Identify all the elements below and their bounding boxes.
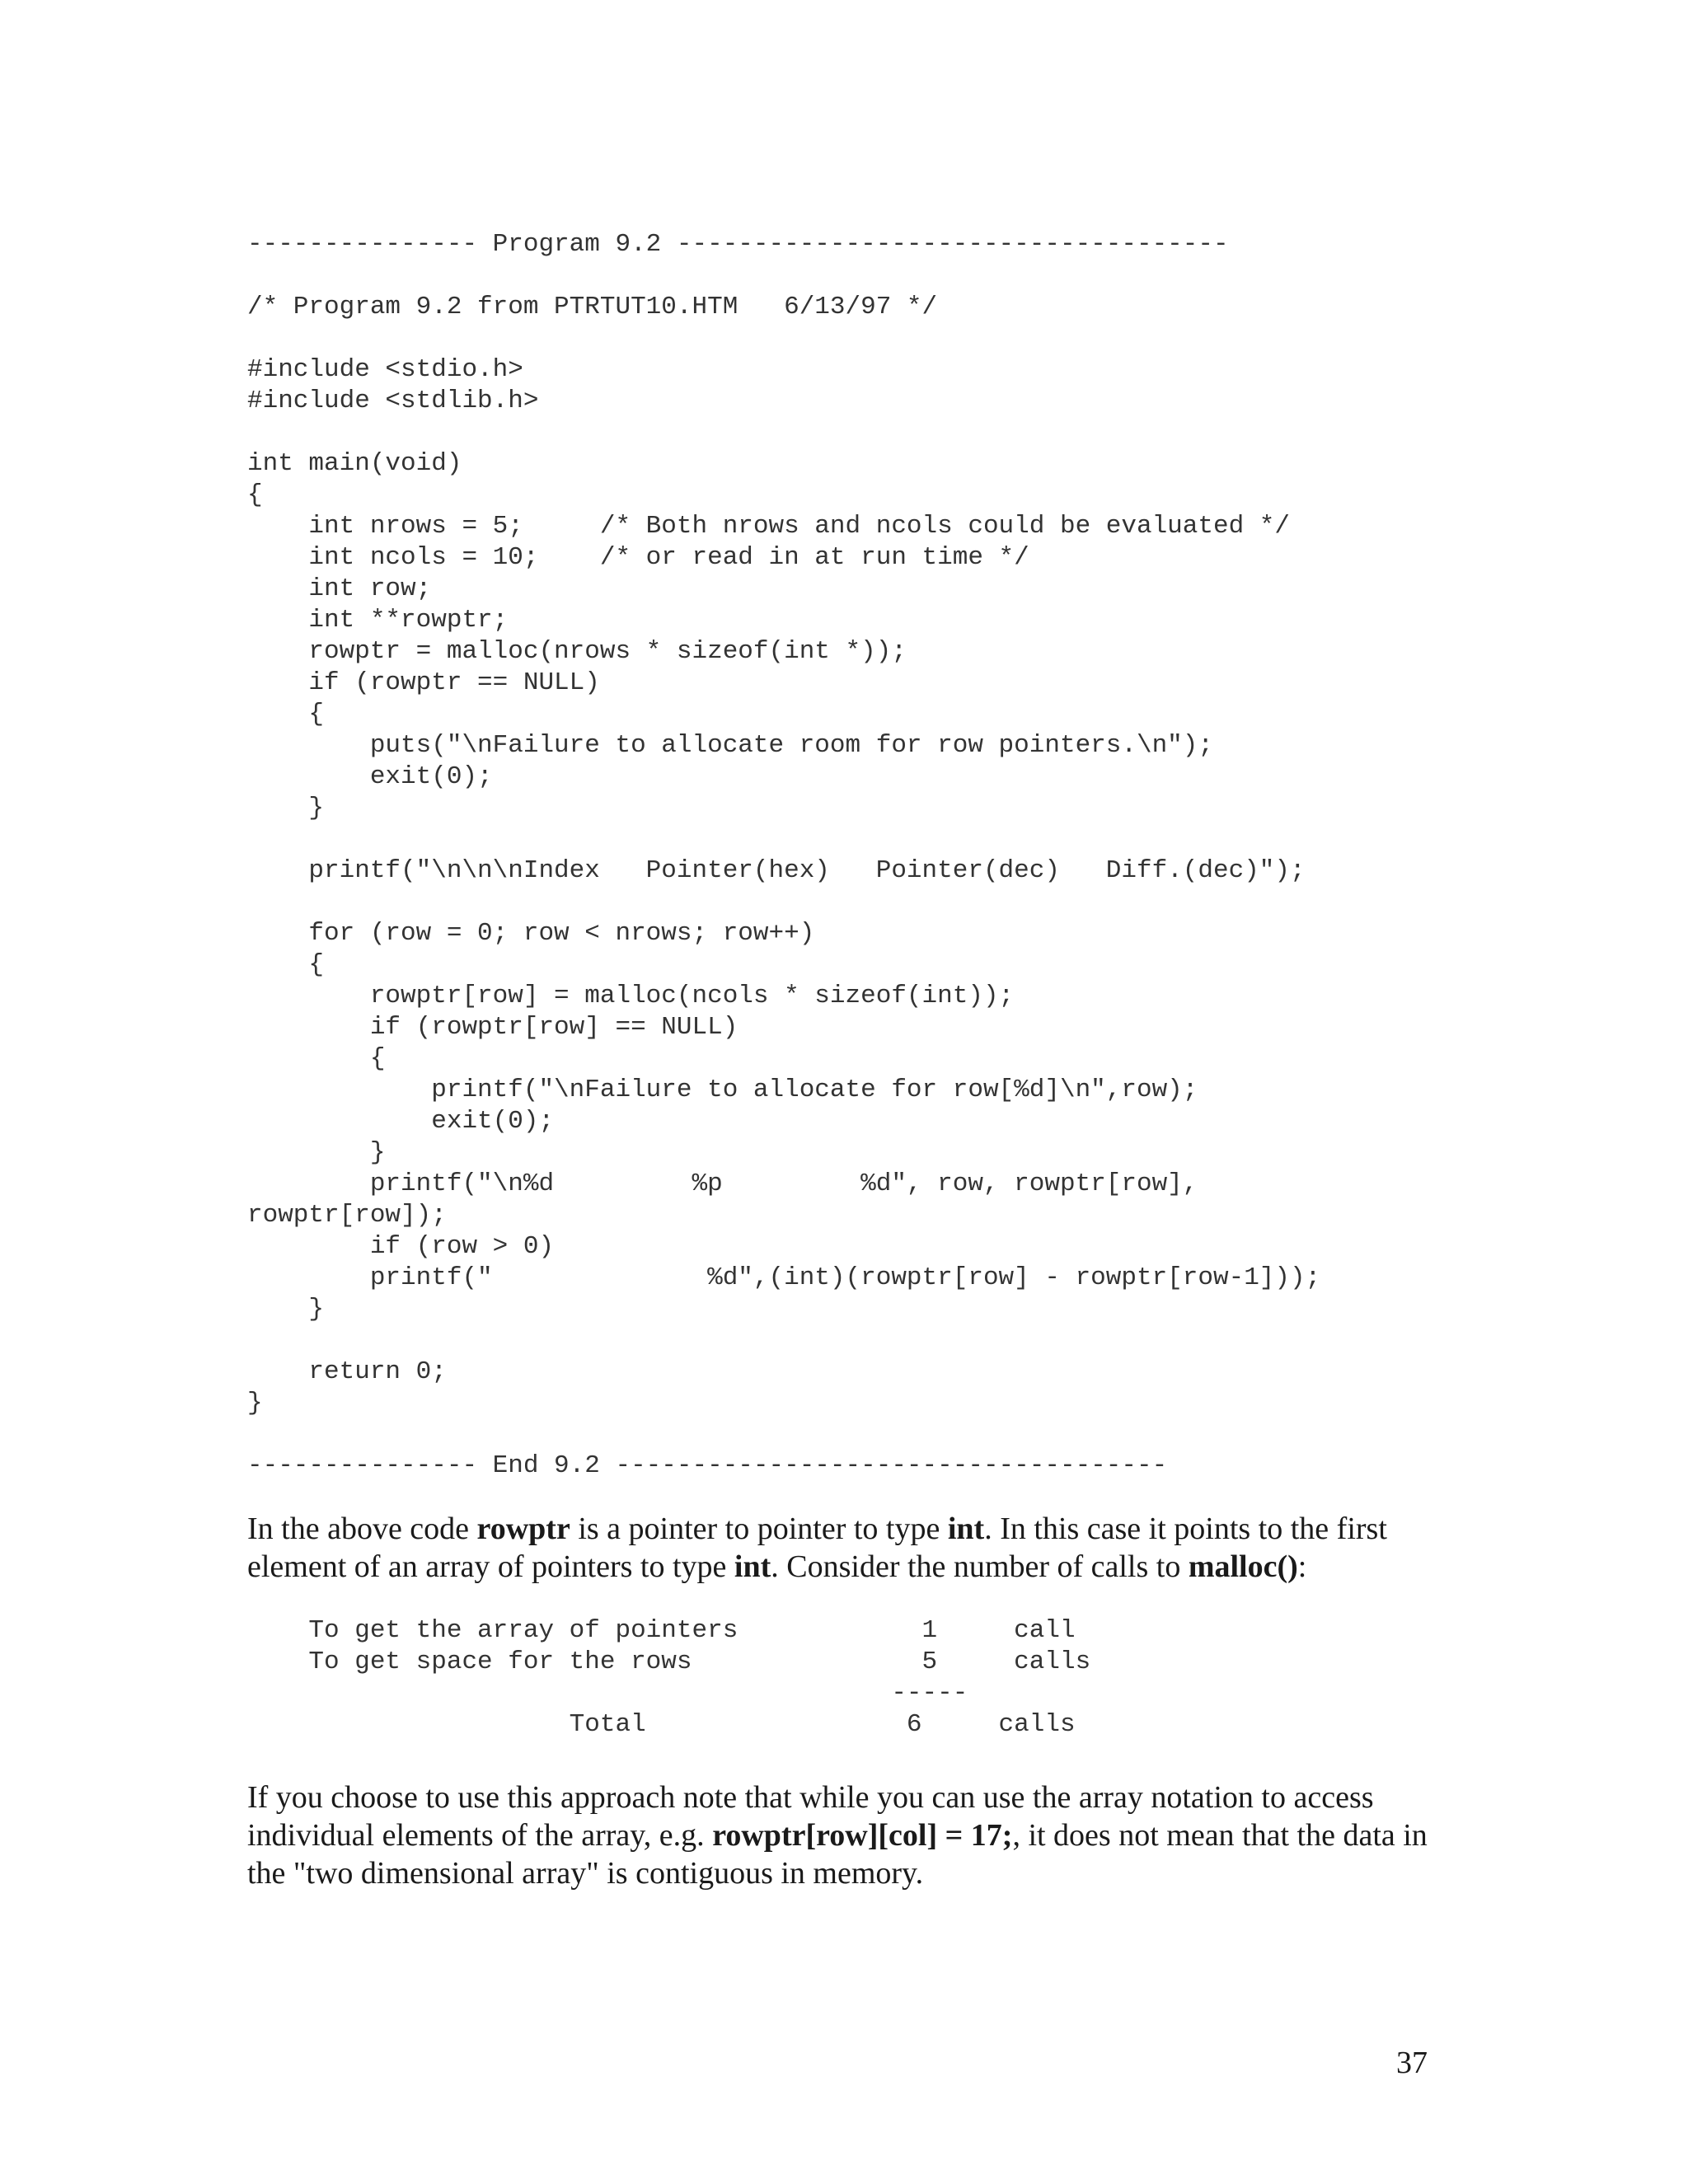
- code-line: if (rowptr[row] == NULL): [247, 1013, 738, 1042]
- code-line: if (rowptr == NULL): [247, 668, 600, 697]
- code-line: [247, 824, 1320, 855]
- code-line: [247, 260, 1320, 292]
- paragraph-text: . Consider the number of calls to: [771, 1549, 1189, 1584]
- code-term-int: int: [734, 1549, 771, 1584]
- code-line: printf("\n\n\nIndex Pointer(hex) Pointer(dec) Diff.(dec)");: [247, 856, 1306, 885]
- code-line: printf(" %d",(int)(rowptr[row] - rowptr[row-1]));: [247, 1263, 1321, 1292]
- code-line: for (row = 0; row < nrows; row++): [247, 919, 815, 948]
- code-line: int **rowptr;: [247, 606, 509, 635]
- code-line: }: [247, 1295, 325, 1324]
- code-line: int row;: [247, 574, 432, 603]
- code-line: int ncols = 10; /* or read in at run time */: [247, 543, 1029, 572]
- code-line: exit(0);: [247, 762, 493, 791]
- explanation-paragraph: [247, 1510, 1451, 1586]
- code-line: --------------- End 9.2 ------------------------------------: [247, 1451, 1168, 1480]
- code-line: {: [247, 1044, 386, 1073]
- code-line: #include <stdio.h>: [247, 355, 523, 384]
- paragraph-text: is a pointer to pointer to type: [570, 1511, 948, 1546]
- code-line: [247, 323, 1320, 354]
- paragraph-text: If you choose to use this approach note that while you can use the array notation to access individual elements of the array, e.g.: [247, 1780, 1374, 1853]
- calls-table-row: To get the array of pointers 1 call: [247, 1616, 1076, 1645]
- code-line: return 0;: [247, 1357, 447, 1386]
- code-line: {: [247, 480, 263, 509]
- code-term-rowptr: rowptr: [476, 1511, 570, 1546]
- code-line: }: [247, 1138, 386, 1167]
- code-line: puts("\nFailure to allocate room for row pointers.\n");: [247, 731, 1213, 760]
- code-line: }: [247, 794, 325, 823]
- code-line: {: [247, 950, 325, 979]
- program-9-2-code-listing: [247, 229, 1320, 1482]
- code-line: [247, 887, 1320, 918]
- code-line: if (row > 0): [247, 1232, 555, 1261]
- code-line: rowptr = malloc(nrows * sizeof(int *));: [247, 637, 907, 666]
- code-line: rowptr[row] = malloc(ncols * sizeof(int));: [247, 982, 1015, 1010]
- page-number: 37: [1396, 2046, 1428, 2080]
- code-line: #include <stdlib.h>: [247, 387, 539, 415]
- malloc-calls-table: [247, 1615, 1090, 1741]
- code-line: --------------- Program 9.2 ------------------------------------: [247, 230, 1229, 259]
- code-line: {: [247, 700, 325, 729]
- code-line: /* Program 9.2 from PTRTUT10.HTM 6/13/97 */: [247, 293, 938, 321]
- paragraph-text: , it does not mean that the data in the "two dimensional array" is contiguous in memory.: [247, 1818, 1428, 1891]
- code-line: [247, 417, 1320, 448]
- calls-table-row: To get space for the rows 5 calls: [247, 1647, 1091, 1676]
- code-line: [247, 1419, 1320, 1451]
- code-line: int main(void): [247, 449, 462, 478]
- calls-table-divider: -----: [247, 1679, 968, 1708]
- code-term-malloc: malloc(): [1188, 1549, 1298, 1584]
- paragraph-text: :: [1297, 1549, 1307, 1584]
- code-line: [247, 1325, 1320, 1357]
- code-term-rowptr-assignment: rowptr[row][col] = 17;: [712, 1818, 1013, 1853]
- code-line: exit(0);: [247, 1107, 555, 1136]
- code-line: printf("\n%d %p %d", row, rowptr[row],: [247, 1169, 1198, 1198]
- paragraph-text: In the above code: [247, 1511, 477, 1546]
- paragraph-text: . In this case it points to the first element of an array of pointers to type: [247, 1511, 1387, 1584]
- contiguity-note-paragraph: [247, 1779, 1451, 1892]
- code-term-int: int: [947, 1511, 985, 1546]
- code-line: printf("\nFailure to allocate for row[%d]\n",row);: [247, 1076, 1198, 1104]
- code-line: }: [247, 1389, 263, 1418]
- code-line: int nrows = 5; /* Both nrows and ncols could be evaluated */: [247, 512, 1291, 541]
- code-line: rowptr[row]);: [247, 1201, 447, 1230]
- calls-table-total: Total 6 calls: [247, 1710, 1076, 1739]
